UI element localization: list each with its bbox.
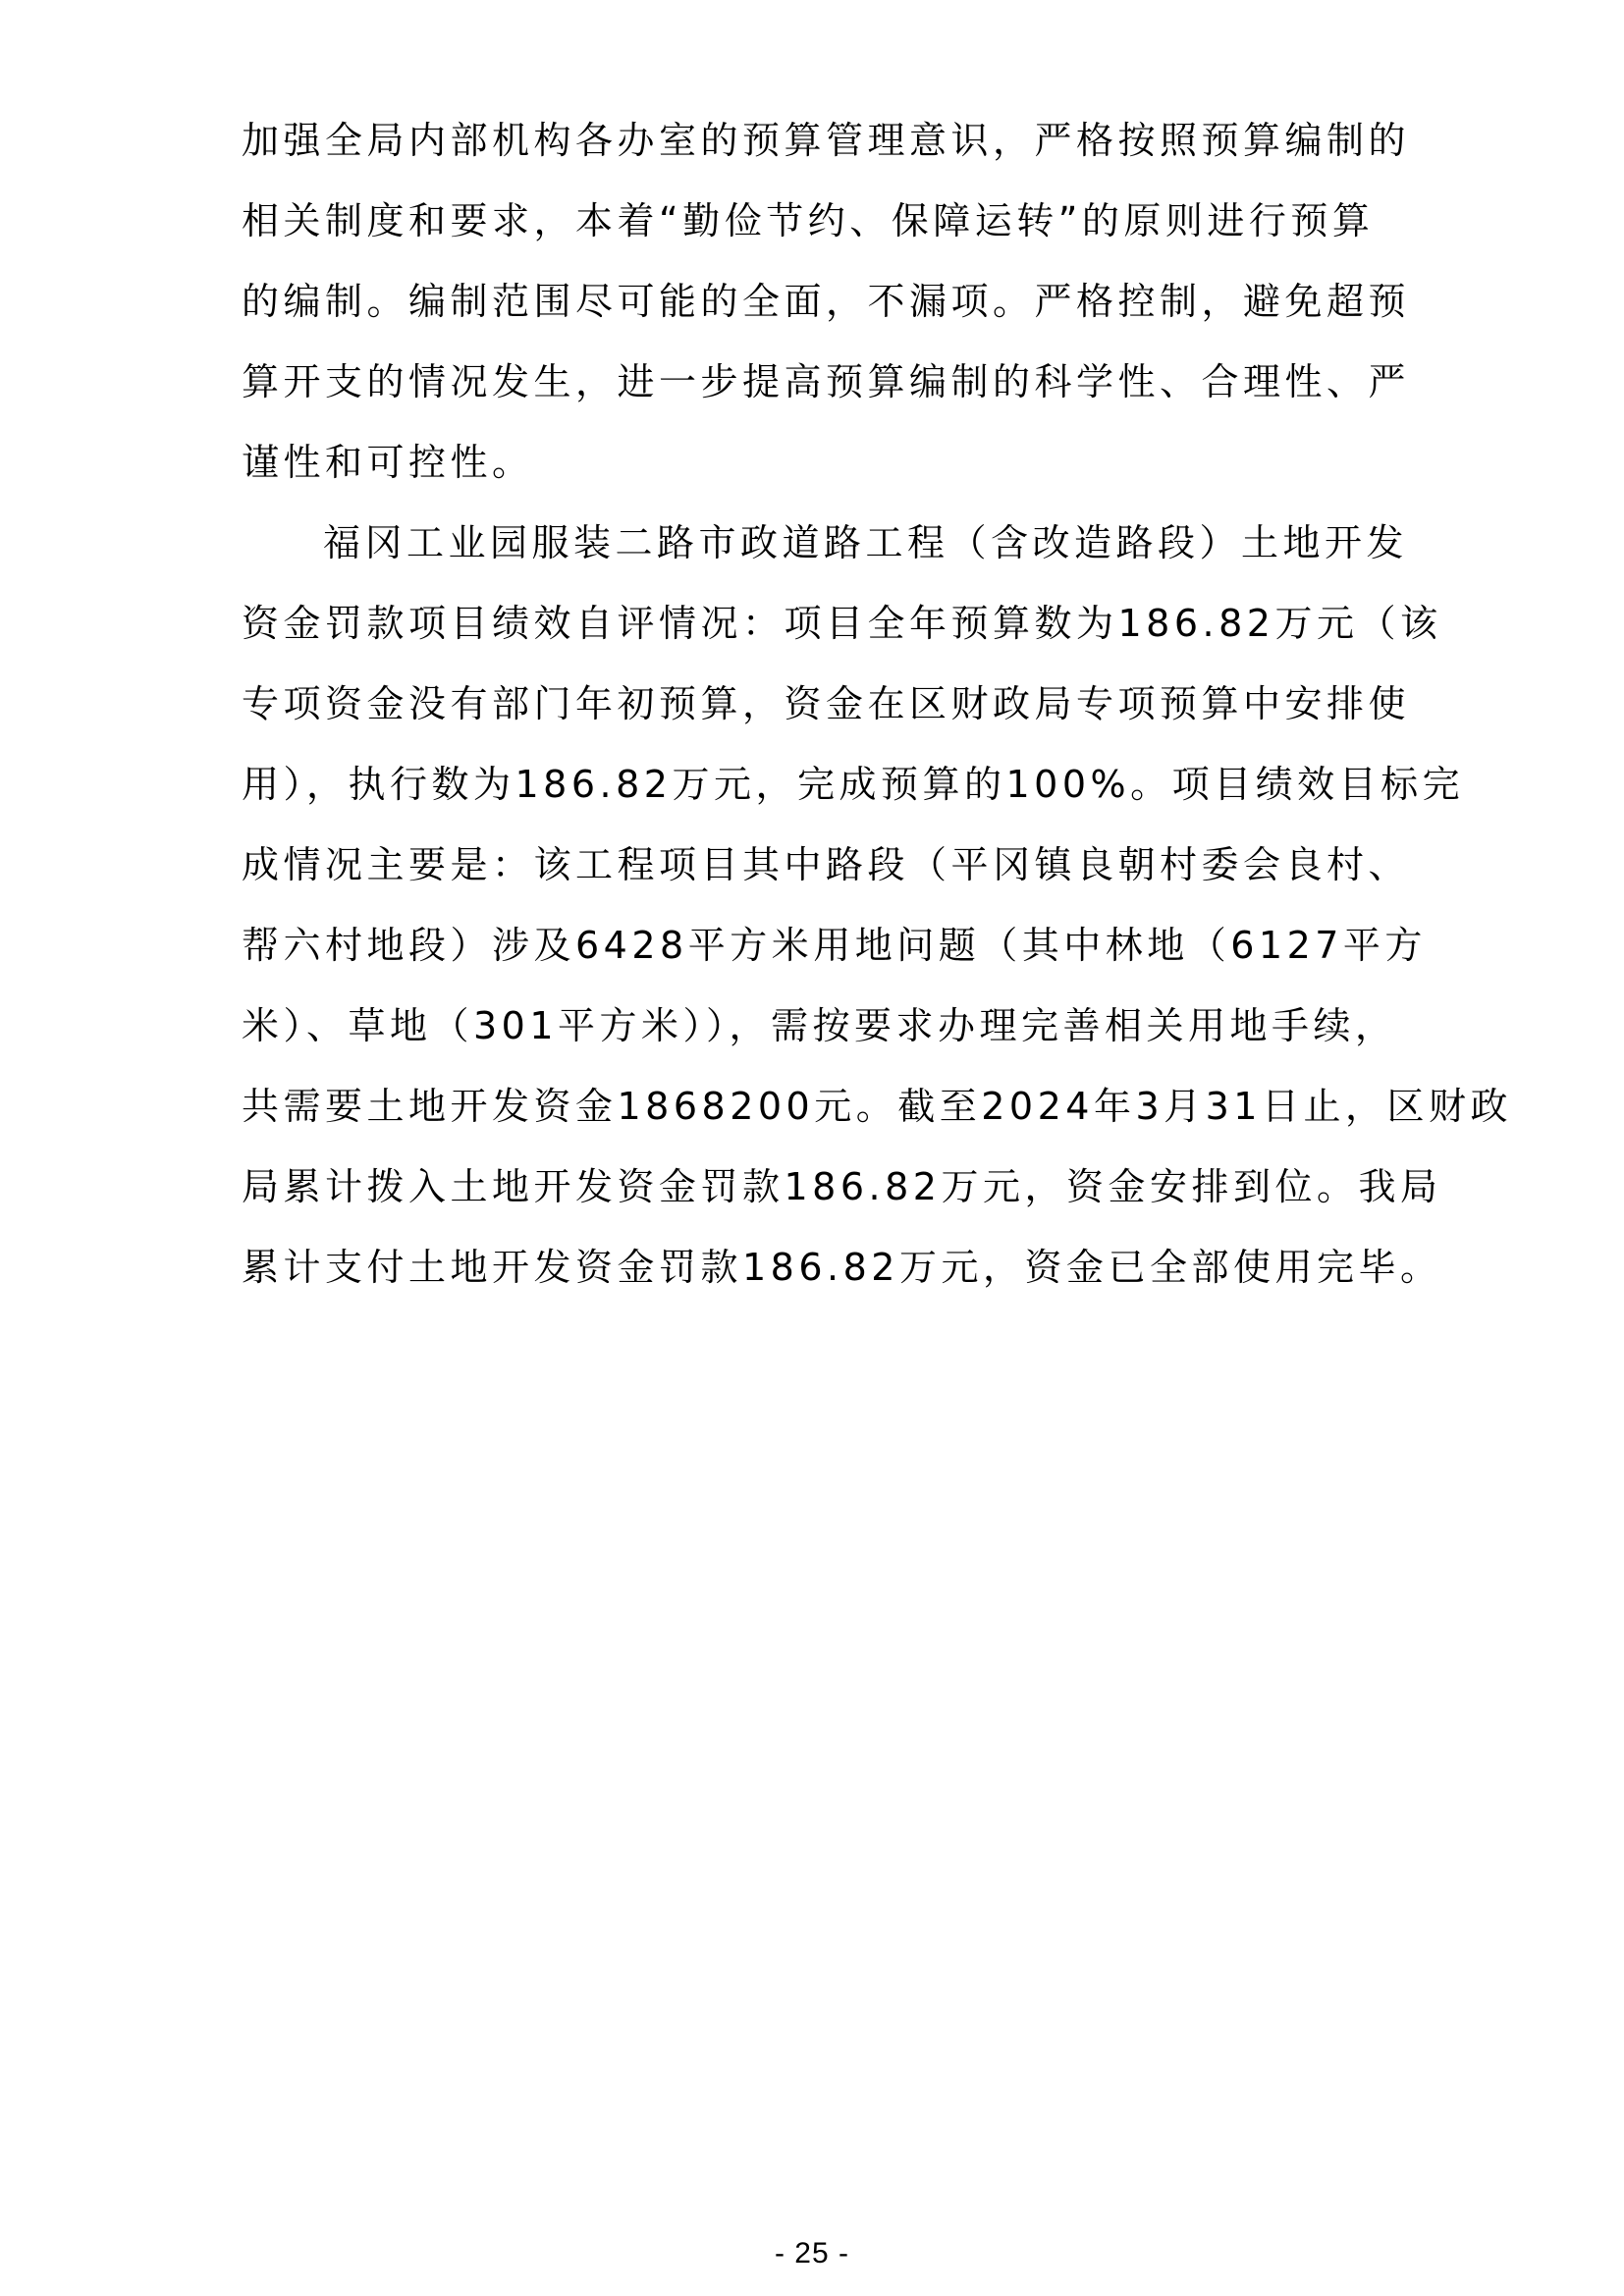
text-line: 共需要土地开发资金1868200元。截至2024年3月31日止，区财政: [242, 1085, 1512, 1128]
text-line: 米）、草地（301平方米）），需按要求办理完善相关用地手续，: [242, 1004, 1397, 1047]
text-line: 谨性和可控性。: [242, 441, 534, 484]
text-line: 帮六村地段）涉及6428平方米用地问题（其中林地（6127平方: [242, 924, 1427, 967]
text-line: 用），执行数为186.82万元，完成预算的100%。项目绩效目标完: [242, 763, 1465, 806]
text-line: 福冈工业园服装二路市政道路工程（含改造路段）土地开发: [323, 521, 1409, 564]
text-line: 累计支付土地开发资金罚款186.82万元，资金已全部使用完毕。: [242, 1246, 1442, 1289]
text-line: 专项资金没有部门年初预算，资金在区财政局专项预算中安排使: [242, 682, 1411, 725]
text-line: 资金罚款项目绩效自评情况：项目全年预算数为186.82万元（该: [242, 602, 1442, 645]
text-line: 加强全局内部机构各办室的预算管理意识，严格按照预算编制的: [242, 119, 1411, 162]
text-line: 局累计拨入土地开发资金罚款186.82万元，资金安排到位。我局: [242, 1165, 1442, 1208]
text-line: 相关制度和要求，本着“勤俭节约、保障运转”的原则进行预算: [242, 199, 1375, 242]
text-line: 成情况主要是：该工程项目其中路段（平冈镇良朝村委会良村、: [242, 843, 1411, 886]
page-number: - 25 -: [774, 2237, 850, 2269]
text-line: 算开支的情况发生，进一步提高预算编制的科学性、合理性、严: [242, 360, 1411, 403]
text-line: 的编制。编制范围尽可能的全面，不漏项。严格控制，避免超预: [242, 280, 1411, 323]
